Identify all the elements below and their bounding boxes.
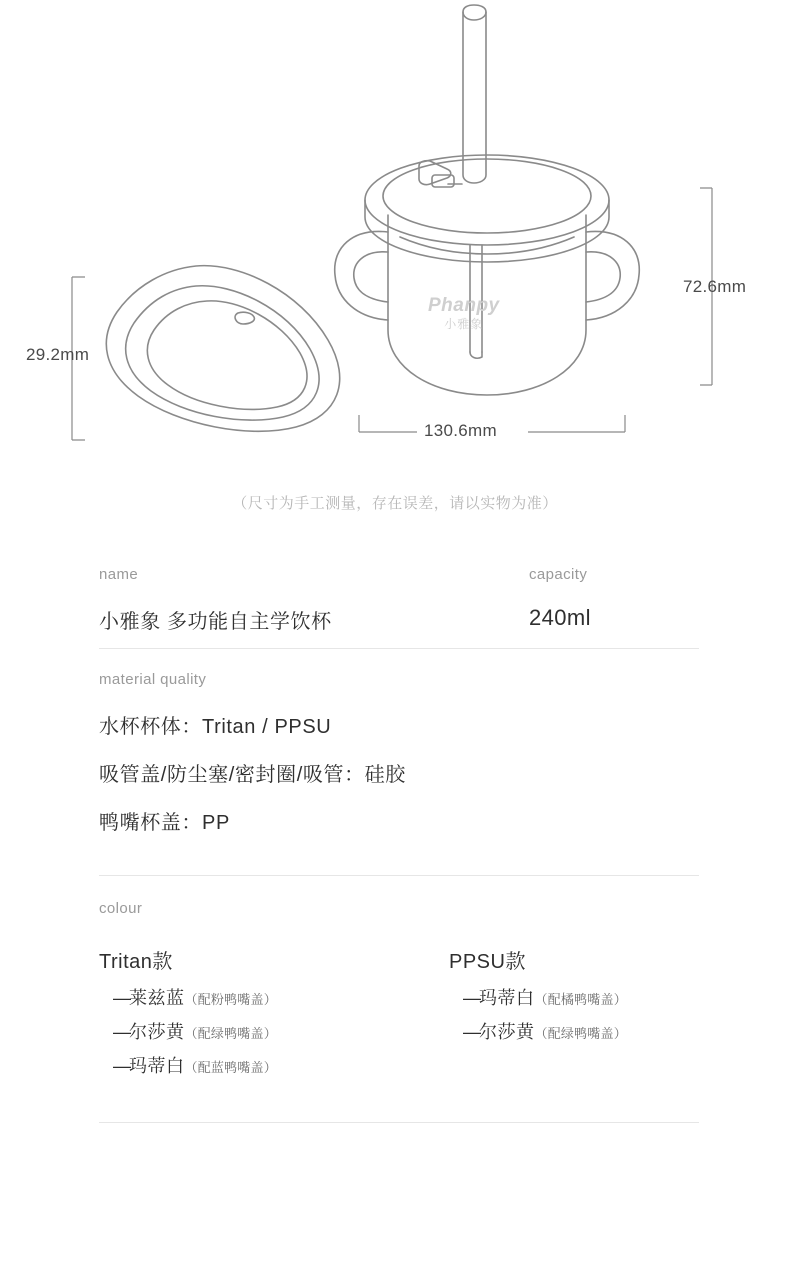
material-list <box>99 710 699 835</box>
name-value: 小雅象 多功能自主学饮杯 <box>99 611 332 633</box>
divider-3 <box>99 1122 699 1123</box>
colour-group-ppsu <box>449 945 699 1086</box>
handle-left-shape <box>335 231 388 320</box>
colour-name: 尔莎黄 <box>479 1022 535 1042</box>
dash-marker: — <box>463 988 481 1008</box>
product-illustration <box>0 0 790 540</box>
measurement-note: （尺寸为手工测量，存在误差，请以实物为准） <box>232 495 558 512</box>
cup-body-shape <box>388 215 586 395</box>
colour-group-title: Tritan款 <box>99 951 173 973</box>
dash-marker: — <box>113 1022 131 1042</box>
colour-item <box>449 1018 699 1044</box>
brand-name-en: Phanpy <box>428 295 500 316</box>
spec-row-material <box>99 649 699 849</box>
capacity-value: 240ml <box>529 605 591 630</box>
straw-lid-shape <box>365 155 609 262</box>
colour-group-tritan <box>99 945 449 1086</box>
colour-item <box>449 984 699 1010</box>
colour-note: （配粉鸭嘴盖） <box>184 992 277 1007</box>
material-line: 鸭嘴杯盖：PP <box>99 812 230 834</box>
colour-label: colour <box>99 900 143 917</box>
capacity-label: capacity <box>529 566 588 583</box>
colour-item <box>99 984 449 1010</box>
spec-row-name-capacity <box>99 566 699 648</box>
colour-name: 玛蒂白 <box>129 1056 185 1076</box>
colour-name: 尔莎黄 <box>129 1022 185 1042</box>
dash-marker: — <box>463 1022 481 1042</box>
spec-table <box>99 566 699 1123</box>
colour-note: （配橘鸭嘴盖） <box>534 992 627 1007</box>
material-line: 水杯杯体：Tritan / PPSU <box>99 716 332 738</box>
product-line-drawing <box>0 0 790 540</box>
material-line: 吸管盖/防尘塞/密封圈/吸管：硅胶 <box>99 764 406 786</box>
material-label: material quality <box>99 671 207 688</box>
colour-groups <box>99 945 699 1086</box>
dimension-lines <box>72 188 712 440</box>
spout-lid-shape <box>106 266 339 432</box>
colour-item <box>99 1052 449 1078</box>
colour-note: （配绿鸭嘴盖） <box>534 1026 627 1041</box>
colour-note: （配蓝鸭嘴盖） <box>184 1060 277 1075</box>
handle-right-shape <box>586 231 639 320</box>
colour-group-title: PPSU款 <box>449 951 526 973</box>
spec-row-colour <box>99 876 699 1100</box>
brand-name-cn: 小雅象 <box>444 317 484 331</box>
dimension-lid-height-label: 29.2mm <box>26 345 90 364</box>
dash-marker: — <box>113 988 131 1008</box>
dash-marker: — <box>113 1056 131 1076</box>
dimension-height-label: 72.6mm <box>683 277 747 296</box>
colour-name: 莱兹蓝 <box>129 988 185 1008</box>
colour-name: 玛蒂白 <box>479 988 535 1008</box>
dimension-width-label: 130.6mm <box>424 421 497 440</box>
colour-item <box>99 1018 449 1044</box>
name-label: name <box>99 566 139 583</box>
colour-note: （配绿鸭嘴盖） <box>184 1026 277 1041</box>
